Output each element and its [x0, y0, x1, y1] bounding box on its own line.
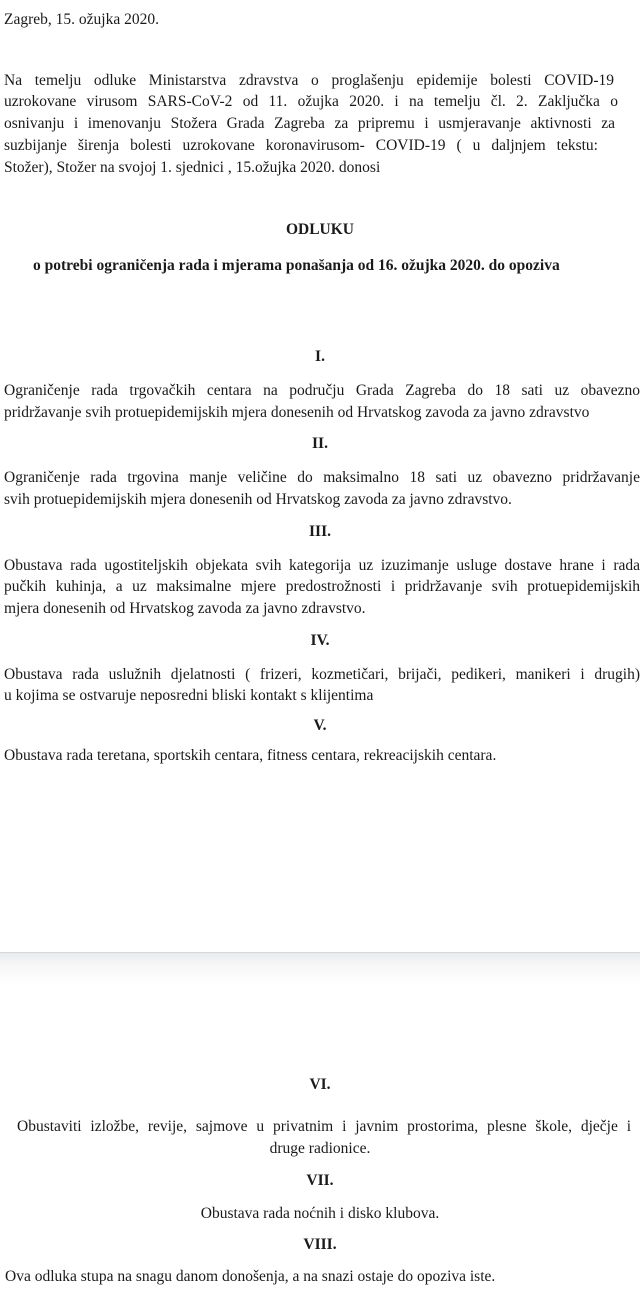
- section-6-line-1: Obustaviti izložbe, revije, sajmove u privatnim i javnim prostorima, plesne škole, dječje i: [17, 1118, 631, 1135]
- intro-line-5: Stožer), Stožer na svojoj 1. sjednici , 15.ožujka 2020. donosi: [4, 159, 381, 176]
- date-line: Zagreb, 15. ožujka 2020.: [4, 11, 159, 28]
- section-7-line-1: Obustava rada noćnih i disko klubova.: [200, 1205, 440, 1222]
- section-1-line-2: pridržavanje svih protuepidemijskih mjera donesenih od Hrvatskog zavoda za javno zdravstvo: [4, 404, 590, 421]
- section-3-line-3: mjera donesenih od Hrvatskog zavoda za javno zdravstvo.: [4, 600, 366, 617]
- decision-subtitle: o potrebi ograničenja rada i mjerama ponašanja od 16. ožujka 2020. do opoziva: [33, 257, 560, 274]
- section-5-line-1: Obustava rada teretana, sportskih centara, fitness centara, rekreacijskih centara.: [4, 747, 497, 764]
- decision-title: ODLUKU: [285, 221, 355, 238]
- section-8-line-1: Ova odluka stupa na snagu danom donošenja, a na snazi ostaje do opoziva iste.: [5, 1268, 496, 1285]
- document-page-2: [0, 984, 640, 1296]
- section-3-line-2: pučkih kuhinja, a uz maksimalne mjere predostrožnosti i pridržavanje svih protuepidemijskih: [4, 578, 640, 595]
- intro-line-4: suzbijanje širenja bolesti uzrokovane koronavirusom- COVID-19 ( u daljnjem tekstu:: [4, 137, 598, 154]
- intro-line-2: uzrokovane virusom SARS-CoV-2 od 11. ožujka 2020. i na temelju čl. 2. Zaključka o: [4, 93, 618, 110]
- section-2-line-2: svih protuepidemijskih mjera donesenih od Hrvatskog zavoda za javno zdravstvo.: [4, 491, 512, 508]
- section-4-line-1: Obustava rada uslužnih djelatnosti ( frizeri, kozmetičari, brijači, pedikeri, manikeri i drugih): [4, 666, 640, 683]
- section-numeral-6: VI.: [309, 1076, 331, 1093]
- section-numeral-1: I.: [315, 348, 325, 365]
- section-numeral-5: V.: [313, 717, 327, 734]
- section-numeral-4: IV.: [310, 632, 330, 649]
- section-2-line-1: Ograničenje rada trgovina manje veličine do maksimalno 18 sati uz obavezno pridržavanje: [4, 469, 640, 486]
- section-numeral-8: VIII.: [303, 1236, 337, 1253]
- section-numeral-3: III.: [309, 523, 331, 540]
- intro-line-1: Na temelju odluke Ministarstva zdravstva o proglašenju epidemije bolesti COVID-19: [4, 72, 614, 89]
- section-4-line-2: u kojima se ostvaruje neposredni bliski kontakt s klijentima: [4, 687, 374, 704]
- intro-line-3: osnivanju i imenovanju Stožera Grada Zagreba za pripremu i usmjeravanje aktivnosti za: [4, 115, 615, 132]
- page-separator: [0, 952, 640, 985]
- section-numeral-2: II.: [312, 435, 328, 452]
- section-6-line-2: druge radionice.: [269, 1140, 371, 1157]
- section-numeral-7: VII.: [306, 1172, 334, 1189]
- section-3-line-1: Obustava rada ugostiteljskih objekata svih kategorija uz izuzimanje usluge dostave hrane i rada: [4, 557, 640, 574]
- section-1-line-1: Ograničenje rada trgovačkih centara na području Grada Zagreba do 18 sati uz obavezno: [4, 382, 640, 399]
